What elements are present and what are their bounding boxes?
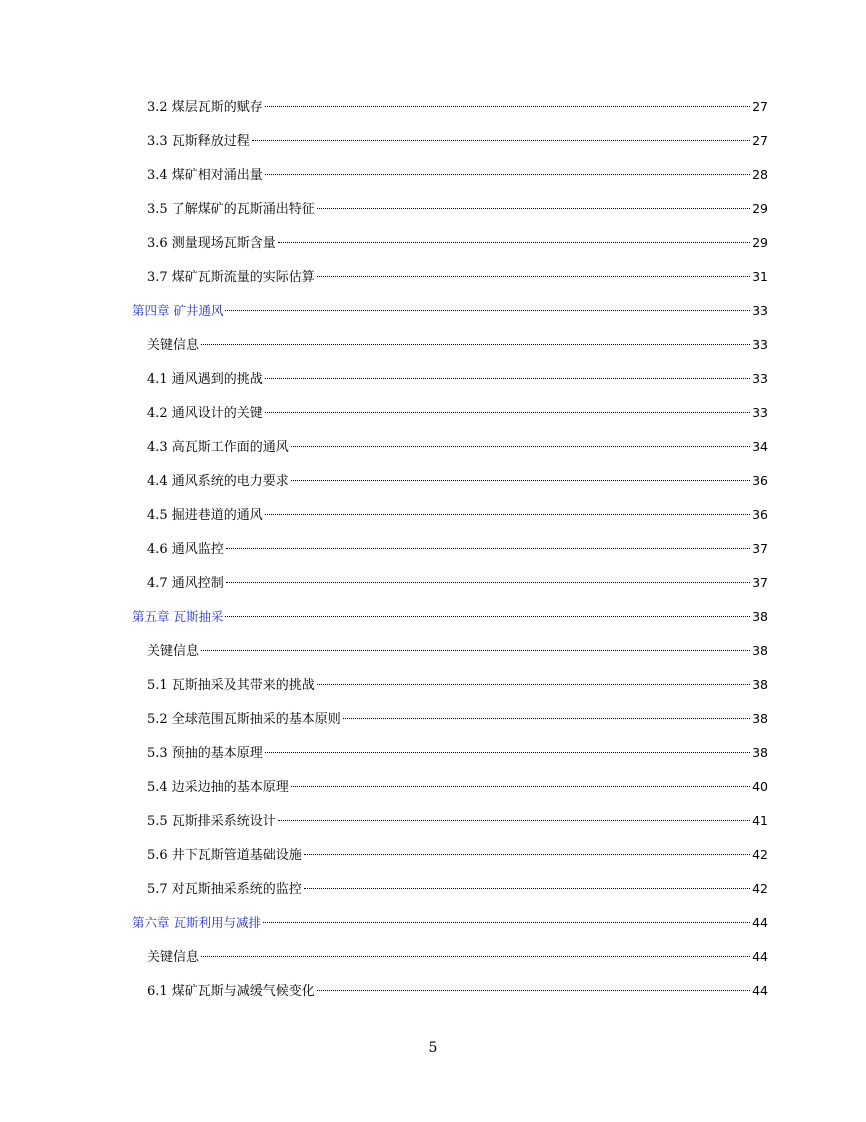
toc-section-entry[interactable] [132,403,768,437]
toc-entry-label: 3.7 煤矿瓦斯流量的实际估算 [147,270,315,285]
toc-section-entry[interactable] [132,505,768,539]
toc-dot-leader [226,548,750,549]
toc-chapter-entry[interactable] [132,913,768,947]
toc-dot-leader [252,140,750,141]
toc-entry-page-number: 42 [752,881,768,896]
toc-entry-label: 关键信息 [147,950,200,965]
toc-entry-page-number: 31 [752,269,768,284]
page-number: 5 [428,1040,438,1056]
toc-section-entry[interactable] [132,743,768,777]
toc-section-entry[interactable] [132,981,768,1015]
toc-entry-page-number: 33 [752,303,768,318]
toc-entry-label: 3.2 煤层瓦斯的赋存 [147,100,263,115]
toc-section-entry[interactable] [132,947,768,981]
toc-entry-label: 关键信息 [147,338,200,353]
toc-dot-leader [265,106,750,107]
toc-entry-page-number: 38 [752,609,768,624]
toc-dot-leader [265,412,750,413]
toc-entry-page-number: 38 [752,711,768,726]
toc-section-entry[interactable] [132,335,768,369]
toc-entry-label: 5.1 瓦斯抽采及其带来的挑战 [147,678,315,693]
toc-entry-label: 4.3 高瓦斯工作面的通风 [147,440,289,455]
toc-entry-page-number: 36 [752,507,768,522]
toc-dot-leader [291,480,750,481]
toc-section-entry[interactable] [132,777,768,811]
toc-entry-label: 3.6 测量现场瓦斯含量 [147,236,276,251]
toc-entry-page-number: 38 [752,745,768,760]
toc-section-entry[interactable] [132,709,768,743]
toc-entry-page-number: 42 [752,847,768,862]
toc-dot-leader [201,956,750,957]
toc-dot-leader [343,718,750,719]
toc-entry-label: 4.4 通风系统的电力要求 [147,474,289,489]
toc-dot-leader [265,752,750,753]
toc-entry-page-number: 29 [752,235,768,250]
toc-section-entry[interactable] [132,131,768,165]
toc-entry-page-number: 44 [752,983,768,998]
toc-entry-page-number: 37 [752,541,768,556]
toc-dot-leader [225,310,750,311]
toc-entry-label: 3.4 煤矿相对涌出量 [147,168,263,183]
toc-entry-page-number: 37 [752,575,768,590]
toc-dot-leader [263,922,750,923]
toc-entry-label: 4.5 掘进巷道的通风 [147,508,263,523]
toc-entry-page-number: 38 [752,677,768,692]
toc-section-entry[interactable] [132,369,768,403]
toc-dot-leader [291,786,750,787]
toc-section-entry[interactable] [132,437,768,471]
toc-entry-page-number: 44 [752,915,768,930]
toc-entry-page-number: 44 [752,949,768,964]
toc-dot-leader [291,446,750,447]
toc-entry-label: 5.6 井下瓦斯管道基础设施 [147,848,302,863]
table-of-contents [132,97,768,1015]
toc-section-entry[interactable] [132,165,768,199]
toc-entry-page-number: 36 [752,473,768,488]
toc-section-entry[interactable] [132,573,768,607]
toc-entry-label: 4.1 通风遇到的挑战 [147,372,263,387]
toc-entry-page-number: 33 [752,405,768,420]
toc-section-entry[interactable] [132,97,768,131]
toc-entry-label: 3.3 瓦斯释放过程 [147,134,250,149]
toc-entry-page-number: 33 [752,337,768,352]
toc-section-entry[interactable] [132,811,768,845]
toc-dot-leader [317,276,750,277]
toc-entry-label: 5.5 瓦斯排采系统设计 [147,814,276,829]
toc-entry-label: 4.2 通风设计的关键 [147,406,263,421]
toc-entry-page-number: 40 [752,779,768,794]
toc-dot-leader [278,242,750,243]
toc-entry-label: 第六章 瓦斯利用与减排 [132,915,261,930]
toc-entry-label: 4.7 通风控制 [147,576,224,591]
toc-section-entry[interactable] [132,675,768,709]
toc-entry-label: 3.5 了解煤矿的瓦斯涌出特征 [147,202,315,217]
toc-dot-leader [201,650,750,651]
toc-section-entry[interactable] [132,879,768,913]
toc-chapter-entry[interactable] [132,301,768,335]
toc-section-entry[interactable] [132,641,768,675]
toc-dot-leader [317,684,750,685]
toc-dot-leader [317,208,750,209]
toc-dot-leader [265,514,750,515]
toc-chapter-entry[interactable] [132,607,768,641]
toc-section-entry[interactable] [132,199,768,233]
toc-entry-page-number: 33 [752,371,768,386]
toc-entry-page-number: 28 [752,167,768,182]
toc-entry-page-number: 41 [752,813,768,828]
toc-dot-leader [265,378,750,379]
toc-section-entry[interactable] [132,539,768,573]
toc-dot-leader [225,616,750,617]
toc-section-entry[interactable] [132,471,768,505]
toc-dot-leader [304,854,750,855]
toc-entry-label: 第四章 矿井通风 [132,303,224,318]
toc-entry-label: 第五章 瓦斯抽采 [132,609,224,624]
toc-entry-page-number: 29 [752,201,768,216]
toc-entry-label: 5.2 全球范围瓦斯抽采的基本原则 [147,712,341,727]
toc-entry-label: 4.6 通风监控 [147,542,224,557]
toc-dot-leader [278,820,750,821]
toc-dot-leader [201,344,750,345]
toc-entry-label: 5.4 边采边抽的基本原理 [147,780,289,795]
toc-dot-leader [226,582,750,583]
toc-dot-leader [317,990,750,991]
toc-dot-leader [265,174,750,175]
toc-entry-label: 6.1 煤矿瓦斯与减缓气候变化 [147,984,315,999]
toc-entry-label: 5.3 预抽的基本原理 [147,746,263,761]
toc-section-entry[interactable] [132,233,768,267]
toc-entry-page-number: 27 [752,133,768,148]
toc-dot-leader [304,888,750,889]
toc-section-entry[interactable] [132,845,768,879]
toc-entry-label: 关键信息 [147,644,200,659]
toc-entry-page-number: 27 [752,99,768,114]
toc-entry-page-number: 38 [752,643,768,658]
toc-entry-page-number: 34 [752,439,768,454]
toc-entry-label: 5.7 对瓦斯抽采系统的监控 [147,882,302,897]
toc-section-entry[interactable] [132,267,768,301]
